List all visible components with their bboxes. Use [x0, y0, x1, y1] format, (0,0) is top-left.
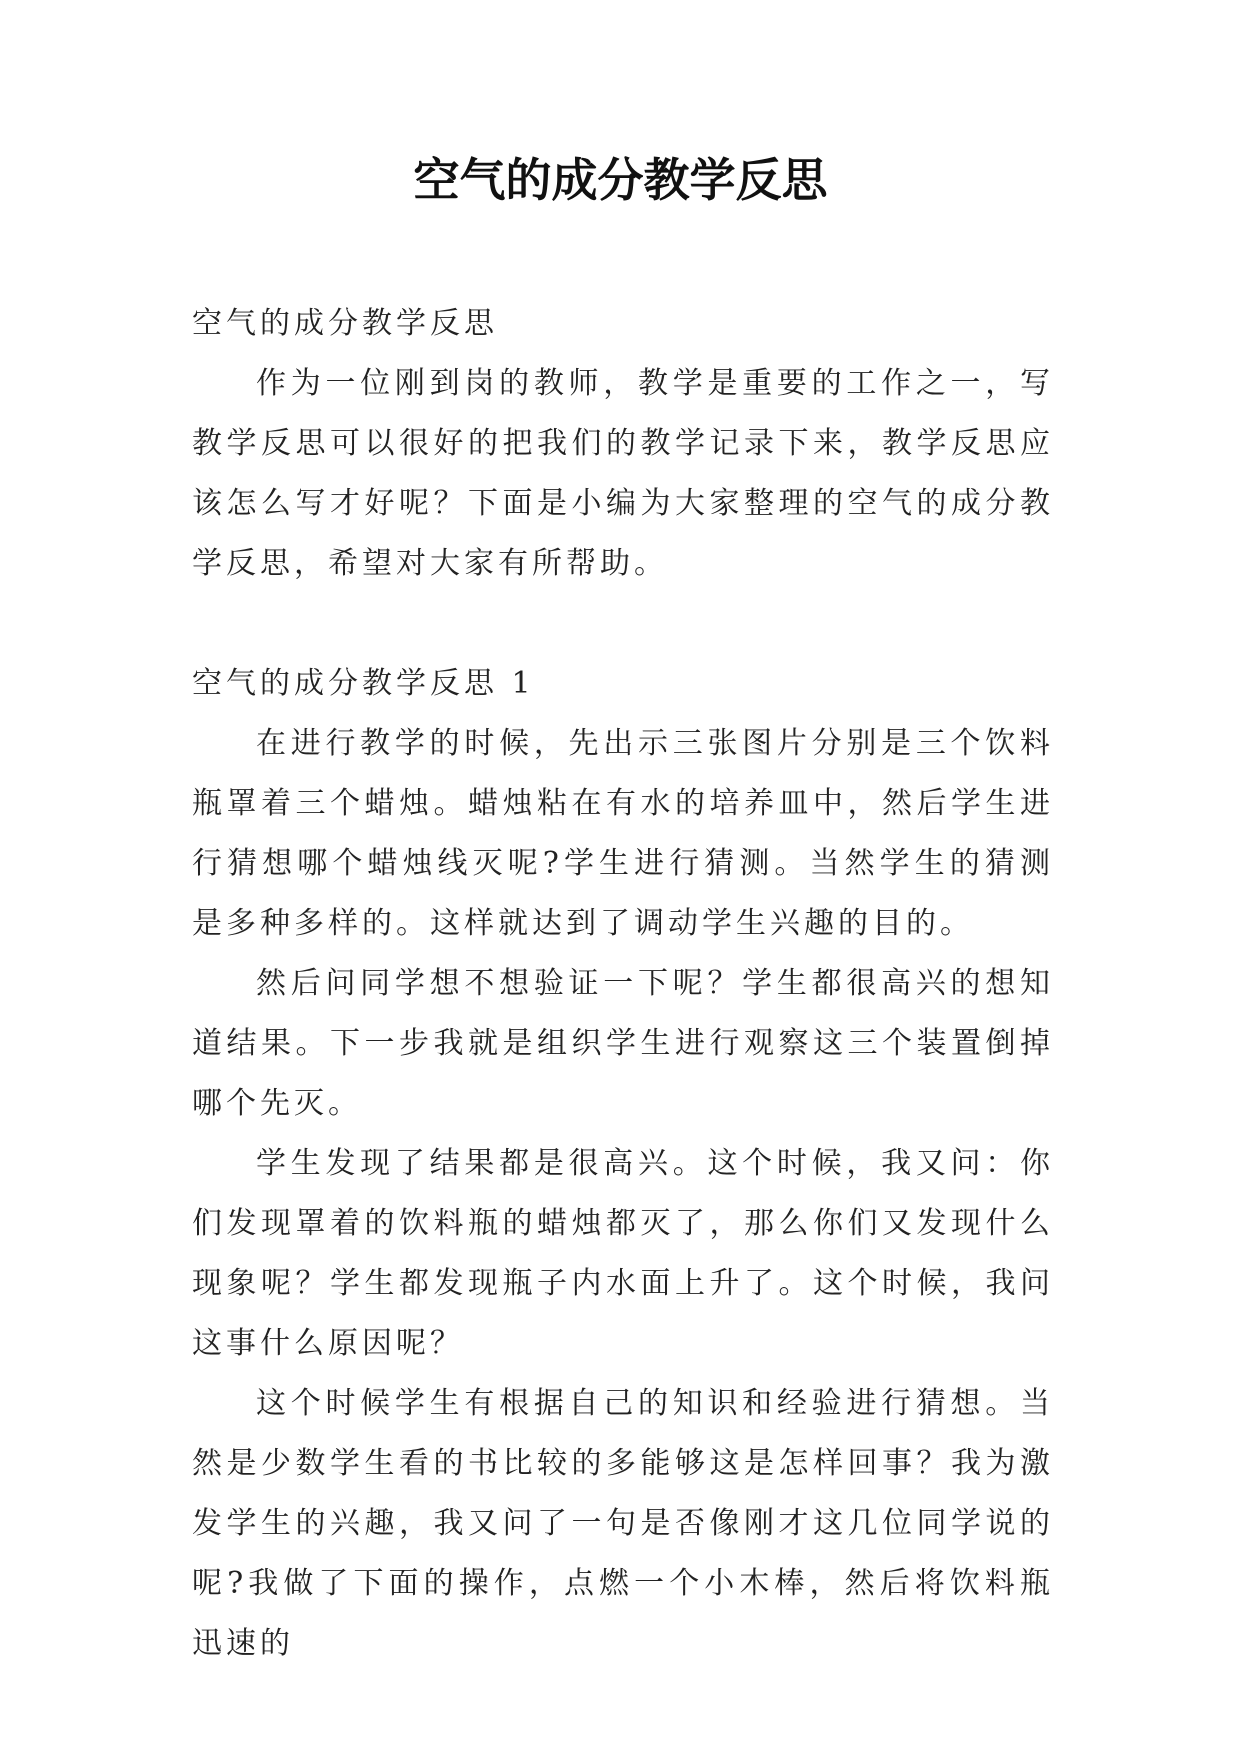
- intro-paragraph: 作为一位刚到岗的教师，教学是重要的工作之一，写教学反思可以很好的把我们的教学记录下来，教学反思应该怎么写才好呢？下面是小编为大家整理的空气的成分教学反思，希望对大家有所帮助。: [192, 366, 1054, 581]
- body-paragraph: 这个时候学生有根据自己的知识和经验进行猜想。当然是少数学生看的书比较的多能够这是怎样回事？我为激发学生的兴趣，我又问了一句是否像刚才这几位同学说的呢?我做了下面的操作，点燃一个小木棒，然后将饮料瓶迅速的: [192, 1386, 1054, 1661]
- document-body: [192, 294, 1054, 1674]
- section-spacer: [192, 594, 1054, 654]
- body-paragraph: 在进行教学的时候，先出示三张图片分别是三个饮料瓶罩着三个蜡烛。蜡烛粘在有水的培养皿中，然后学生进行猜想哪个蜡烛线灭呢?学生进行猜测。当然学生的猜测是多种多样的。这样就达到了调动学生兴趣的目的。: [192, 726, 1054, 941]
- body-paragraph: 学生发现了结果都是很高兴。这个时候，我又问：你们发现罩着的饮料瓶的蜡烛都灭了，那么你们又发现什么现象呢？学生都发现瓶子内水面上升了。这个时候，我问这事什么原因呢？: [192, 1146, 1054, 1361]
- section-heading: 空气的成分教学反思 1: [192, 666, 535, 701]
- intro-heading: 空气的成分教学反思: [192, 306, 498, 341]
- document-title: 空气的成分教学反思: [413, 153, 828, 207]
- body-paragraph: 然后问同学想不想验证一下呢？学生都很高兴的想知道结果。下一步我就是组织学生进行观察这三个装置倒掉哪个先灭。: [192, 966, 1054, 1121]
